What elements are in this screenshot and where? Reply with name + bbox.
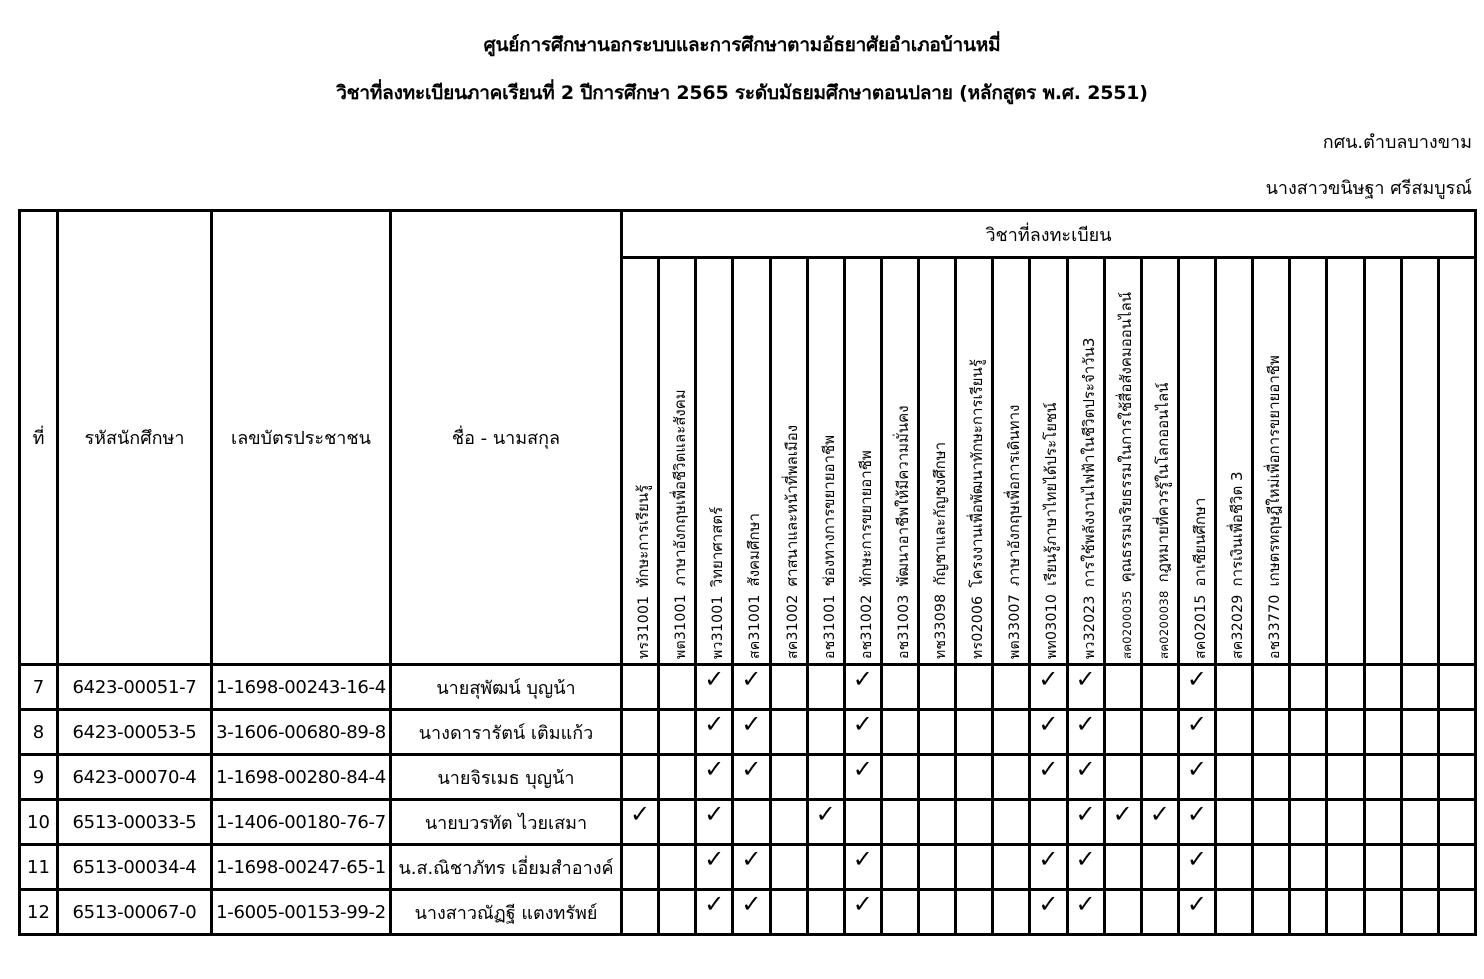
- registration-cell: [696, 845, 733, 890]
- registration-cell: [956, 755, 993, 800]
- checkmark-icon: ✓: [704, 710, 725, 738]
- checkmark-icon: ✓: [704, 665, 725, 693]
- registration-cell: [1327, 755, 1364, 800]
- registration-cell: [1178, 845, 1215, 890]
- row-student-id: 6513-00067-0: [58, 890, 212, 935]
- subject-name: คุณธรรมจริยธรรมในการใช้สื่อสังคมออนไลน์: [1116, 291, 1135, 583]
- registration-cell: [1104, 710, 1141, 755]
- registration-cell: [1178, 755, 1215, 800]
- checkmark-icon: ✓: [1075, 800, 1096, 828]
- registration-cell: [1364, 755, 1401, 800]
- registration-cell: [770, 710, 807, 755]
- subject-header: [1067, 258, 1104, 665]
- header-no: ที่: [20, 211, 58, 665]
- subject-header: [1438, 258, 1475, 665]
- registration-cell: [659, 710, 696, 755]
- registration-cell: [659, 755, 696, 800]
- subject-header: [1178, 258, 1215, 665]
- checkmark-icon: ✓: [852, 845, 873, 873]
- header-citizen-id: เลขบัตรประชาชน: [212, 211, 391, 665]
- checkmark-icon: ✓: [1186, 845, 1207, 873]
- subject-code: อช31003: [895, 594, 912, 659]
- registration-cell: [1030, 845, 1067, 890]
- registration-cell: [1253, 845, 1290, 890]
- checkmark-icon: ✓: [1186, 755, 1207, 783]
- registration-cell: [696, 665, 733, 710]
- registration-cell: [1364, 890, 1401, 935]
- registration-cell: [1030, 800, 1067, 845]
- row-student-id: 6513-00033-5: [58, 800, 212, 845]
- registration-cell: [919, 755, 956, 800]
- registration-cell: [1364, 845, 1401, 890]
- registration-cell: [993, 665, 1030, 710]
- registration-cell: [733, 755, 770, 800]
- registration-cell: [1364, 665, 1401, 710]
- row-student-id: 6423-00053-5: [58, 710, 212, 755]
- registration-cell: [956, 710, 993, 755]
- table-row: [20, 845, 1476, 890]
- subject-label: [856, 450, 875, 659]
- table-row: [20, 890, 1476, 935]
- subject-header: [1104, 258, 1141, 665]
- subject-header: [659, 258, 696, 665]
- registration-cell: [993, 800, 1030, 845]
- registration-cell: [1438, 845, 1475, 890]
- registration-cell: [881, 710, 918, 755]
- checkmark-icon: ✓: [815, 800, 836, 828]
- registration-cell: [1030, 890, 1067, 935]
- registration-cell: [919, 710, 956, 755]
- registration-cell: [1067, 755, 1104, 800]
- registration-cell: [1290, 800, 1327, 845]
- registration-cell: [1178, 800, 1215, 845]
- registration-cell: [622, 845, 659, 890]
- registration-cell: [1438, 710, 1475, 755]
- registration-cell: [1364, 710, 1401, 755]
- registration-cell: [1401, 890, 1438, 935]
- row-name: นายบวรทัต ไวยเสมา: [391, 800, 622, 845]
- document-subtitle: วิชาที่ลงทะเบียนภาคเรียนที่ 2 ปีการศึกษา 2565 ระดับมัธยมศึกษาตอนปลาย (หลักสูตร พ.ศ. 2551): [336, 82, 1148, 104]
- checkmark-icon: ✓: [741, 710, 762, 738]
- registration-cell: [1327, 800, 1364, 845]
- registration-cell: [1327, 710, 1364, 755]
- subject-header: [696, 258, 733, 665]
- registration-cell: [1438, 665, 1475, 710]
- subject-header: [807, 258, 844, 665]
- registration-cell: [807, 890, 844, 935]
- registration-cell: [1290, 845, 1327, 890]
- row-no: 11: [20, 845, 58, 890]
- registration-cell: [1141, 845, 1178, 890]
- subject-label: [782, 424, 801, 659]
- subject-header: [1141, 258, 1178, 665]
- registration-cell: [1104, 665, 1141, 710]
- registration-cell: [1327, 890, 1364, 935]
- registration-cell: [1401, 845, 1438, 890]
- row-name: นางดารารัตน์ เติมแก้ว: [391, 710, 622, 755]
- checkmark-icon: ✓: [1186, 800, 1207, 828]
- registration-cell: [1030, 665, 1067, 710]
- registration-cell: [844, 665, 881, 710]
- registration-cell: [844, 845, 881, 890]
- subject-label: [1116, 291, 1135, 659]
- subject-code: พท03010: [1044, 593, 1061, 659]
- subject-header: [1401, 258, 1438, 665]
- row-no: 7: [20, 665, 58, 710]
- subject-label: [636, 485, 651, 659]
- registration-cell: [993, 755, 1030, 800]
- checkmark-icon: ✓: [1186, 890, 1207, 918]
- registration-cell: [1067, 845, 1104, 890]
- registration-cell: [881, 665, 918, 710]
- table-row: [20, 755, 1476, 800]
- subject-header: [770, 258, 807, 665]
- subject-code: ทช33098: [933, 593, 950, 659]
- subject-label: [970, 359, 985, 659]
- subject-label: [1230, 472, 1245, 660]
- registration-cell: [659, 800, 696, 845]
- subject-code: สค02015: [1192, 594, 1209, 659]
- checkmark-icon: ✓: [1149, 800, 1170, 828]
- row-student-id: 6423-00070-4: [58, 755, 212, 800]
- subject-name: โครงงานเพื่อพัฒนาทักษะการเรียนรู้: [968, 359, 987, 588]
- row-name: นายจิรเมธ บุญน้า: [391, 755, 622, 800]
- registration-cell: [844, 710, 881, 755]
- row-no: 10: [20, 800, 58, 845]
- registration-cell: [1104, 845, 1141, 890]
- subject-name: ทักษะการขยายอาชีพ: [856, 450, 875, 587]
- registration-cell: [696, 890, 733, 935]
- document-title: ศูนย์การศึกษานอกระบบและการศึกษาตามอัธยาศัยอำเภอบ้านหมี่: [483, 34, 1001, 56]
- table-row: [20, 665, 1476, 710]
- checkmark-icon: ✓: [704, 755, 725, 783]
- subject-code: พว32023: [1081, 595, 1098, 659]
- header-student-id: รหัสนักศึกษา: [58, 211, 212, 665]
- row-name: นายสุพัฒน์ บุญน้า: [391, 665, 622, 710]
- registration-cell: [1216, 755, 1253, 800]
- subject-code: พต33007: [1007, 594, 1024, 659]
- checkmark-icon: ✓: [704, 845, 725, 873]
- registration-cell: [696, 710, 733, 755]
- registration-cell: [1290, 890, 1327, 935]
- registration-cell: [844, 755, 881, 800]
- checkmark-icon: ✓: [852, 890, 873, 918]
- registration-cell: [807, 845, 844, 890]
- registration-table: [18, 209, 1477, 936]
- registration-cell: [1067, 890, 1104, 935]
- registration-cell: [807, 710, 844, 755]
- registration-cell: [1104, 800, 1141, 845]
- subject-label: [1304, 651, 1319, 659]
- subject-header: [1327, 258, 1364, 665]
- registration-cell: [919, 890, 956, 935]
- registration-cell: [807, 665, 844, 710]
- subject-code: ทร02006: [970, 595, 987, 659]
- checkmark-icon: ✓: [1186, 665, 1207, 693]
- checkmark-icon: ✓: [741, 845, 762, 873]
- registration-cell: [770, 800, 807, 845]
- checkmark-icon: ✓: [1038, 845, 1059, 873]
- registration-cell: [1401, 710, 1438, 755]
- subject-header: [733, 258, 770, 665]
- registration-cell: [733, 845, 770, 890]
- subject-name: พัฒนาอาชีพให้มีความมั่นคง: [893, 405, 912, 587]
- subject-label: [819, 434, 838, 659]
- subject-name: กฎหมายที่ควรรู้ในโลกออนไลน์: [1153, 382, 1172, 583]
- header-name: ชื่อ - นามสกุล: [391, 211, 622, 665]
- registration-cell: [622, 800, 659, 845]
- subject-header: [881, 258, 918, 665]
- registration-cell: [659, 890, 696, 935]
- registration-cell: [1253, 710, 1290, 755]
- registration-cell: [919, 845, 956, 890]
- subject-header: [1030, 258, 1067, 665]
- registration-cell: [844, 800, 881, 845]
- subject-code: อช31001: [821, 594, 838, 659]
- subject-label: [1079, 337, 1098, 659]
- registration-cell: [1290, 710, 1327, 755]
- registration-cell: [1216, 890, 1253, 935]
- registration-cell: [993, 710, 1030, 755]
- subject-label: [1007, 405, 1022, 659]
- row-citizen-id: 1-1698-00280-84-4: [212, 755, 391, 800]
- checkmark-icon: ✓: [1075, 890, 1096, 918]
- registration-cell: [1253, 800, 1290, 845]
- registration-cell: [696, 755, 733, 800]
- registration-cell: [770, 755, 807, 800]
- teacher-name: นางสาวขนิษฐา ศรีสมบูรณ์: [1265, 178, 1472, 199]
- row-citizen-id: 1-1698-00247-65-1: [212, 845, 391, 890]
- checkmark-icon: ✓: [1038, 755, 1059, 783]
- checkmark-icon: ✓: [1075, 755, 1096, 783]
- registration-cell: [622, 710, 659, 755]
- registration-cell: [1438, 755, 1475, 800]
- registration-cell: [1141, 800, 1178, 845]
- subject-header: [993, 258, 1030, 665]
- checkmark-icon: ✓: [1038, 665, 1059, 693]
- row-no: 9: [20, 755, 58, 800]
- checkmark-icon: ✓: [852, 710, 873, 738]
- registration-cell: [844, 890, 881, 935]
- registration-cell: [1178, 710, 1215, 755]
- subject-header: [1364, 258, 1401, 665]
- checkmark-icon: ✓: [852, 755, 873, 783]
- registration-cell: [622, 890, 659, 935]
- subject-name: การเงินเพื่อชีวิต 3: [1228, 471, 1247, 587]
- registration-cell: [993, 845, 1030, 890]
- checkmark-icon: ✓: [852, 665, 873, 693]
- subject-label: [1416, 651, 1431, 659]
- registration-cell: [1216, 800, 1253, 845]
- header-subjects-group: วิชาที่ลงทะเบียน: [622, 211, 1476, 258]
- subject-code: สค32029: [1230, 594, 1247, 659]
- subject-header: [1290, 258, 1327, 665]
- registration-cell: [733, 890, 770, 935]
- subject-label: [747, 513, 762, 659]
- checkmark-icon: ✓: [741, 665, 762, 693]
- row-no: 12: [20, 890, 58, 935]
- registration-cell: [1253, 755, 1290, 800]
- registration-cell: [1141, 665, 1178, 710]
- subject-code: สค0200035: [1119, 590, 1134, 659]
- registration-cell: [919, 800, 956, 845]
- checkmark-icon: ✓: [1038, 890, 1059, 918]
- row-citizen-id: 1-1406-00180-76-7: [212, 800, 391, 845]
- row-name: น.ส.ณิชาภัทร เอี่ยมสำอางค์: [391, 845, 622, 890]
- subject-name: ช่องทางการขยายอาชีพ: [819, 434, 838, 587]
- checkmark-icon: ✓: [741, 755, 762, 783]
- subject-name: สังคมศึกษา: [745, 513, 764, 587]
- registration-cell: [1067, 710, 1104, 755]
- subject-header: [956, 258, 993, 665]
- registration-cell: [1178, 665, 1215, 710]
- subject-code: สค0200038: [1156, 590, 1171, 659]
- checkmark-icon: ✓: [1186, 710, 1207, 738]
- registration-cell: [622, 665, 659, 710]
- subject-name: อาเซียนศึกษา: [1190, 497, 1209, 587]
- row-citizen-id: 1-6005-00153-99-2: [212, 890, 391, 935]
- registration-cell: [1438, 800, 1475, 845]
- registration-cell: [1030, 755, 1067, 800]
- registration-cell: [770, 665, 807, 710]
- subject-name: กัญชาและกัญชงศึกษา: [931, 441, 950, 586]
- registration-cell: [1327, 665, 1364, 710]
- registration-cell: [1067, 800, 1104, 845]
- subject-name: การใช้พลังงานไฟฟ้าในชีวิตประจำวัน3: [1079, 337, 1098, 588]
- registration-cell: [696, 800, 733, 845]
- row-student-id: 6513-00034-4: [58, 845, 212, 890]
- registration-cell: [956, 800, 993, 845]
- checkmark-icon: ✓: [741, 890, 762, 918]
- registration-cell: [956, 890, 993, 935]
- subject-code: ทร31001: [636, 595, 653, 659]
- registration-cell: [1104, 890, 1141, 935]
- subject-name: ทักษะการเรียนรู้: [634, 484, 653, 588]
- table-row: [20, 800, 1476, 845]
- table-body: [20, 665, 1476, 935]
- subject-code: พว31001: [710, 595, 727, 659]
- subject-header: [844, 258, 881, 665]
- registration-cell: [1290, 665, 1327, 710]
- registration-cell: [919, 665, 956, 710]
- registration-cell: [807, 800, 844, 845]
- row-name: นางสาวณัฏฐี แตงทรัพย์: [391, 890, 622, 935]
- registration-cell: [1141, 710, 1178, 755]
- subject-code: สค31002: [784, 594, 801, 659]
- registration-cell: [1178, 890, 1215, 935]
- subject-name: ภาษาอังกฤษเพื่อการเดินทาง: [1005, 404, 1024, 587]
- row-citizen-id: 1-1698-00243-16-4: [212, 665, 391, 710]
- registration-cell: [881, 800, 918, 845]
- checkmark-icon: ✓: [1112, 800, 1133, 828]
- subject-header: [1216, 258, 1253, 665]
- registration-cell: [1401, 800, 1438, 845]
- registration-cell: [1216, 710, 1253, 755]
- table-row: [20, 710, 1476, 755]
- checkmark-icon: ✓: [1075, 845, 1096, 873]
- registration-cell: [1327, 845, 1364, 890]
- subject-label: [1153, 382, 1172, 659]
- registration-cell: [1401, 665, 1438, 710]
- checkmark-icon: ✓: [1075, 710, 1096, 738]
- checkmark-icon: ✓: [704, 890, 725, 918]
- subject-name: วิทยาศาสตร์: [708, 506, 727, 588]
- subject-name: เรียนรู้ภาษาไทยได้ประโยชน์: [1042, 402, 1061, 586]
- subject-label: [933, 442, 948, 659]
- row-citizen-id: 3-1606-00680-89-8: [212, 710, 391, 755]
- registration-cell: [1141, 890, 1178, 935]
- subject-code: สค31001: [747, 594, 764, 659]
- subject-name: เกษตรทฤษฎีใหม่เพื่อการขยายอาชีพ: [1265, 355, 1284, 587]
- subject-header: [919, 258, 956, 665]
- registration-cell: [993, 890, 1030, 935]
- registration-cell: [881, 755, 918, 800]
- registration-cell: [1104, 755, 1141, 800]
- registration-cell: [956, 845, 993, 890]
- registration-cell: [1216, 845, 1253, 890]
- registration-cell: [770, 890, 807, 935]
- registration-cell: [733, 800, 770, 845]
- registration-cell: [659, 845, 696, 890]
- registration-cell: [1216, 665, 1253, 710]
- checkmark-icon: ✓: [1038, 710, 1059, 738]
- subject-label: [893, 405, 912, 659]
- subject-name: ภาษาอังกฤษเพื่อชีวิตและสังคม: [671, 389, 690, 587]
- subject-label: [1379, 651, 1394, 659]
- registration-cell: [807, 755, 844, 800]
- subject-label: [1267, 355, 1282, 659]
- registration-cell: [1401, 755, 1438, 800]
- registration-cell: [1030, 710, 1067, 755]
- registration-cell: [1253, 890, 1290, 935]
- row-student-id: 6423-00051-7: [58, 665, 212, 710]
- subject-label: [710, 507, 725, 659]
- registration-cell: [881, 845, 918, 890]
- registration-cell: [659, 665, 696, 710]
- subject-header: [622, 258, 659, 665]
- checkmark-icon: ✓: [704, 800, 725, 828]
- registration-cell: [622, 755, 659, 800]
- registration-cell: [1141, 755, 1178, 800]
- subject-header: [1253, 258, 1290, 665]
- subject-code: พต31001: [673, 594, 690, 659]
- row-no: 8: [20, 710, 58, 755]
- registration-cell: [733, 710, 770, 755]
- registration-cell: [1364, 800, 1401, 845]
- subject-code: อช31002: [858, 594, 875, 659]
- subject-code: อช33770: [1267, 594, 1284, 659]
- registration-cell: [1067, 665, 1104, 710]
- checkmark-icon: ✓: [630, 800, 651, 828]
- subject-label: [673, 389, 688, 659]
- subject-name: ศาสนาและหน้าที่พลเมือง: [782, 424, 801, 587]
- registration-cell: [1290, 755, 1327, 800]
- subject-label: [1341, 651, 1356, 659]
- subject-label: [1190, 497, 1209, 659]
- subject-label: [1044, 403, 1059, 659]
- registration-cell: [770, 845, 807, 890]
- registration-cell: [1438, 890, 1475, 935]
- registration-cell: [733, 665, 770, 710]
- registration-cell: [1253, 665, 1290, 710]
- checkmark-icon: ✓: [1075, 665, 1096, 693]
- subject-label: [1453, 651, 1468, 659]
- registration-cell: [956, 665, 993, 710]
- center-name: กศน.ตำบลบางขาม: [1322, 132, 1472, 153]
- registration-cell: [881, 890, 918, 935]
